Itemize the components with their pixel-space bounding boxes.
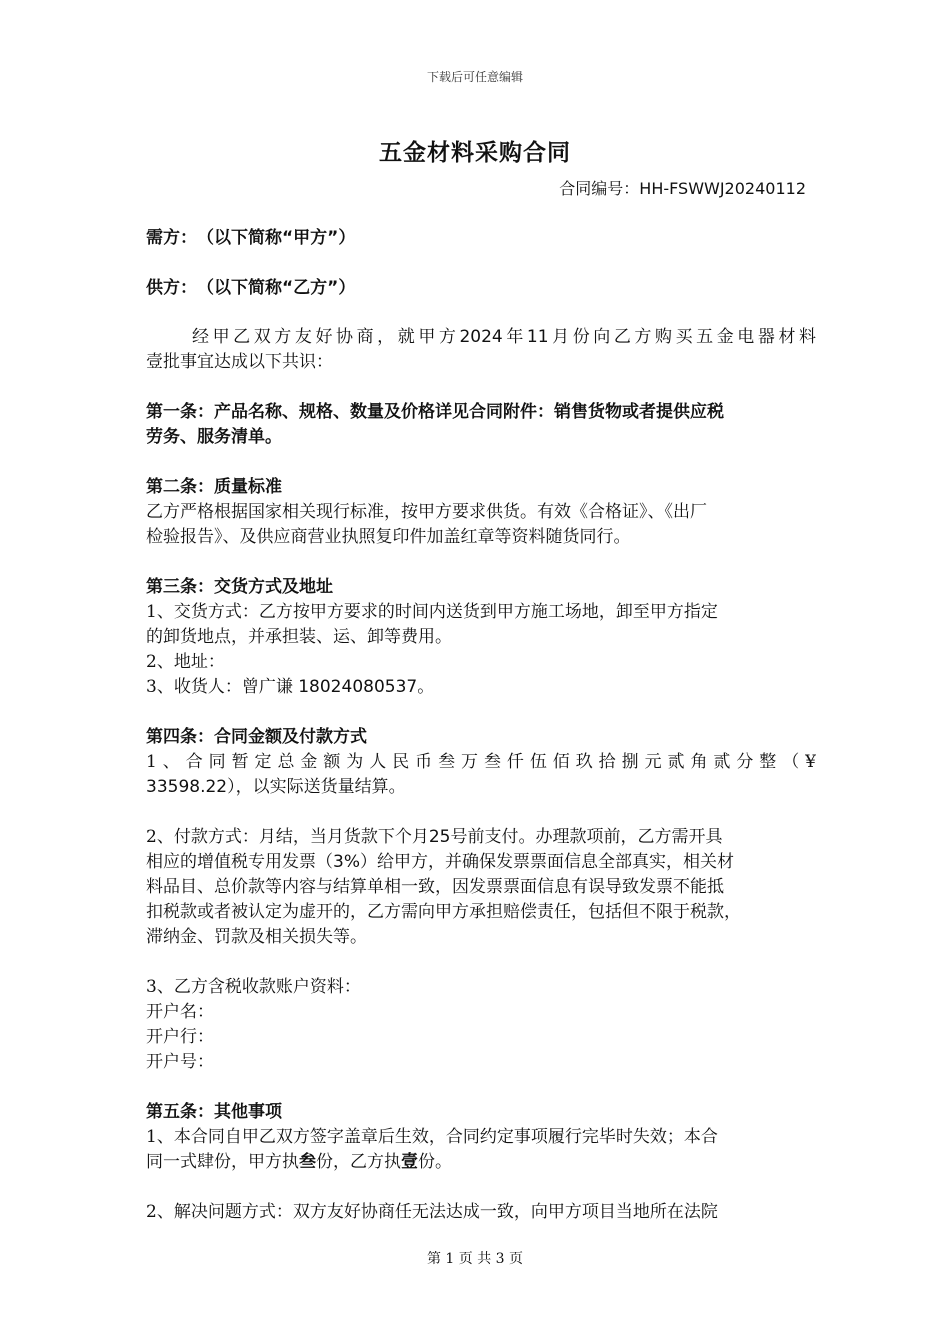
article4-p1-line-1: 1、合同暂定总金额为人民币叁万叁仟伍佰玖拾捌元贰角贰分整（¥ xyxy=(146,752,816,772)
header-note: 下载后可任意编辑 xyxy=(426,70,523,84)
article4-heading: 第四条：合同金额及付款方式 xyxy=(146,727,367,747)
contract-number xyxy=(559,176,806,199)
page-footer: 第 1 页 共 3 页 xyxy=(426,1251,524,1267)
article4-p2-line-2: 相应的增值税专用发票（3%）给甲方，并确保发票票面信息全部真实，相关材 xyxy=(146,852,734,872)
contract-number-value: HH-FSWWJ20240112 xyxy=(639,179,806,198)
article5-p1-line-2: 同一式肆份，甲方执叁份，乙方执壹份。 xyxy=(146,1152,452,1172)
article4-p3-line-1: 3、乙方含税收款账户资料： xyxy=(146,977,361,997)
article4-p2-line-4: 扣税款或者被认定为虚开的，乙方需向甲方承担赔偿责任，包括但不限于税款， xyxy=(146,902,741,922)
account-name-field: 开户名： xyxy=(146,1002,214,1022)
account-number-field: 开户号： xyxy=(146,1052,214,1072)
article5-heading: 第五条：其他事项 xyxy=(146,1102,282,1122)
article2-line-1: 乙方严格根据国家相关现行标准，按甲方要求供货。有效《合格证》、《出厂 xyxy=(146,502,707,522)
article3-line-4: 3、收货人：曾广谦 18024080537。 xyxy=(146,677,435,697)
article2-heading: 第二条：质量标准 xyxy=(146,477,282,497)
total-amount: 33598.22 xyxy=(146,777,228,797)
page-total: 3 xyxy=(495,1251,505,1267)
article5-p1-line-1: 1、本合同自甲乙双方签字盖章后生效，合同约定事项履行完毕时失效；本合 xyxy=(146,1127,718,1147)
article4-p2-line-3: 料品目、总价款等内容与结算单相一致，因发票票面信息有误导致发票不能抵 xyxy=(146,877,724,897)
intro-line-1: 经甲乙双方友好协商，就甲方2024年11月份向乙方购买五金电器材料 xyxy=(192,327,817,347)
article1-line-2: 劳务、服务清单。 xyxy=(146,427,282,447)
account-bank-field: 开户行： xyxy=(146,1027,214,1047)
document-title: 五金材料采购合同 xyxy=(379,140,571,166)
intro-line-2: 壹批事宜达成以下共识： xyxy=(146,352,333,372)
article3-line-2: 的卸货地点，并承担装、运、卸等费用。 xyxy=(146,627,452,647)
article4-p2-line-5: 滞纳金、罚款及相关损失等。 xyxy=(146,927,367,947)
receiver-phone: 18024080537 xyxy=(298,677,418,697)
article5-p2-line-1: 2、解决问题方式：双方友好协商任无法达成一致，向甲方项目当地所在法院 xyxy=(146,1202,718,1222)
article4-p1-line-2: 33598.22），以实际送货量结算。 xyxy=(146,777,406,797)
page-number: 1 xyxy=(445,1251,455,1267)
article3-line-1: 1、交货方式：乙方按甲方要求的时间内送货到甲方施工场地，卸至甲方指定 xyxy=(146,602,718,622)
article3-heading: 第三条：交货方式及地址 xyxy=(146,577,333,597)
buyer-line: 需方： （以下简称“甲方”） xyxy=(146,228,356,248)
article1-line-1: 第一条：产品名称、规格、数量及价格详见合同附件：销售货物或者提供应税 xyxy=(146,402,724,422)
contract-number-label: 合同编号： xyxy=(559,179,640,198)
article3-line-3: 2、地址： xyxy=(146,652,225,672)
seller-line: 供方： （以下简称“乙方”） xyxy=(146,278,356,298)
article4-p2-line-1: 2、付款方式：月结，当月货款下个月25号前支付。办理款项前，乙方需开具 xyxy=(146,827,723,847)
article2-line-2: 检验报告》、及供应商营业执照复印件加盖红章等资料随货同行。 xyxy=(146,527,631,547)
